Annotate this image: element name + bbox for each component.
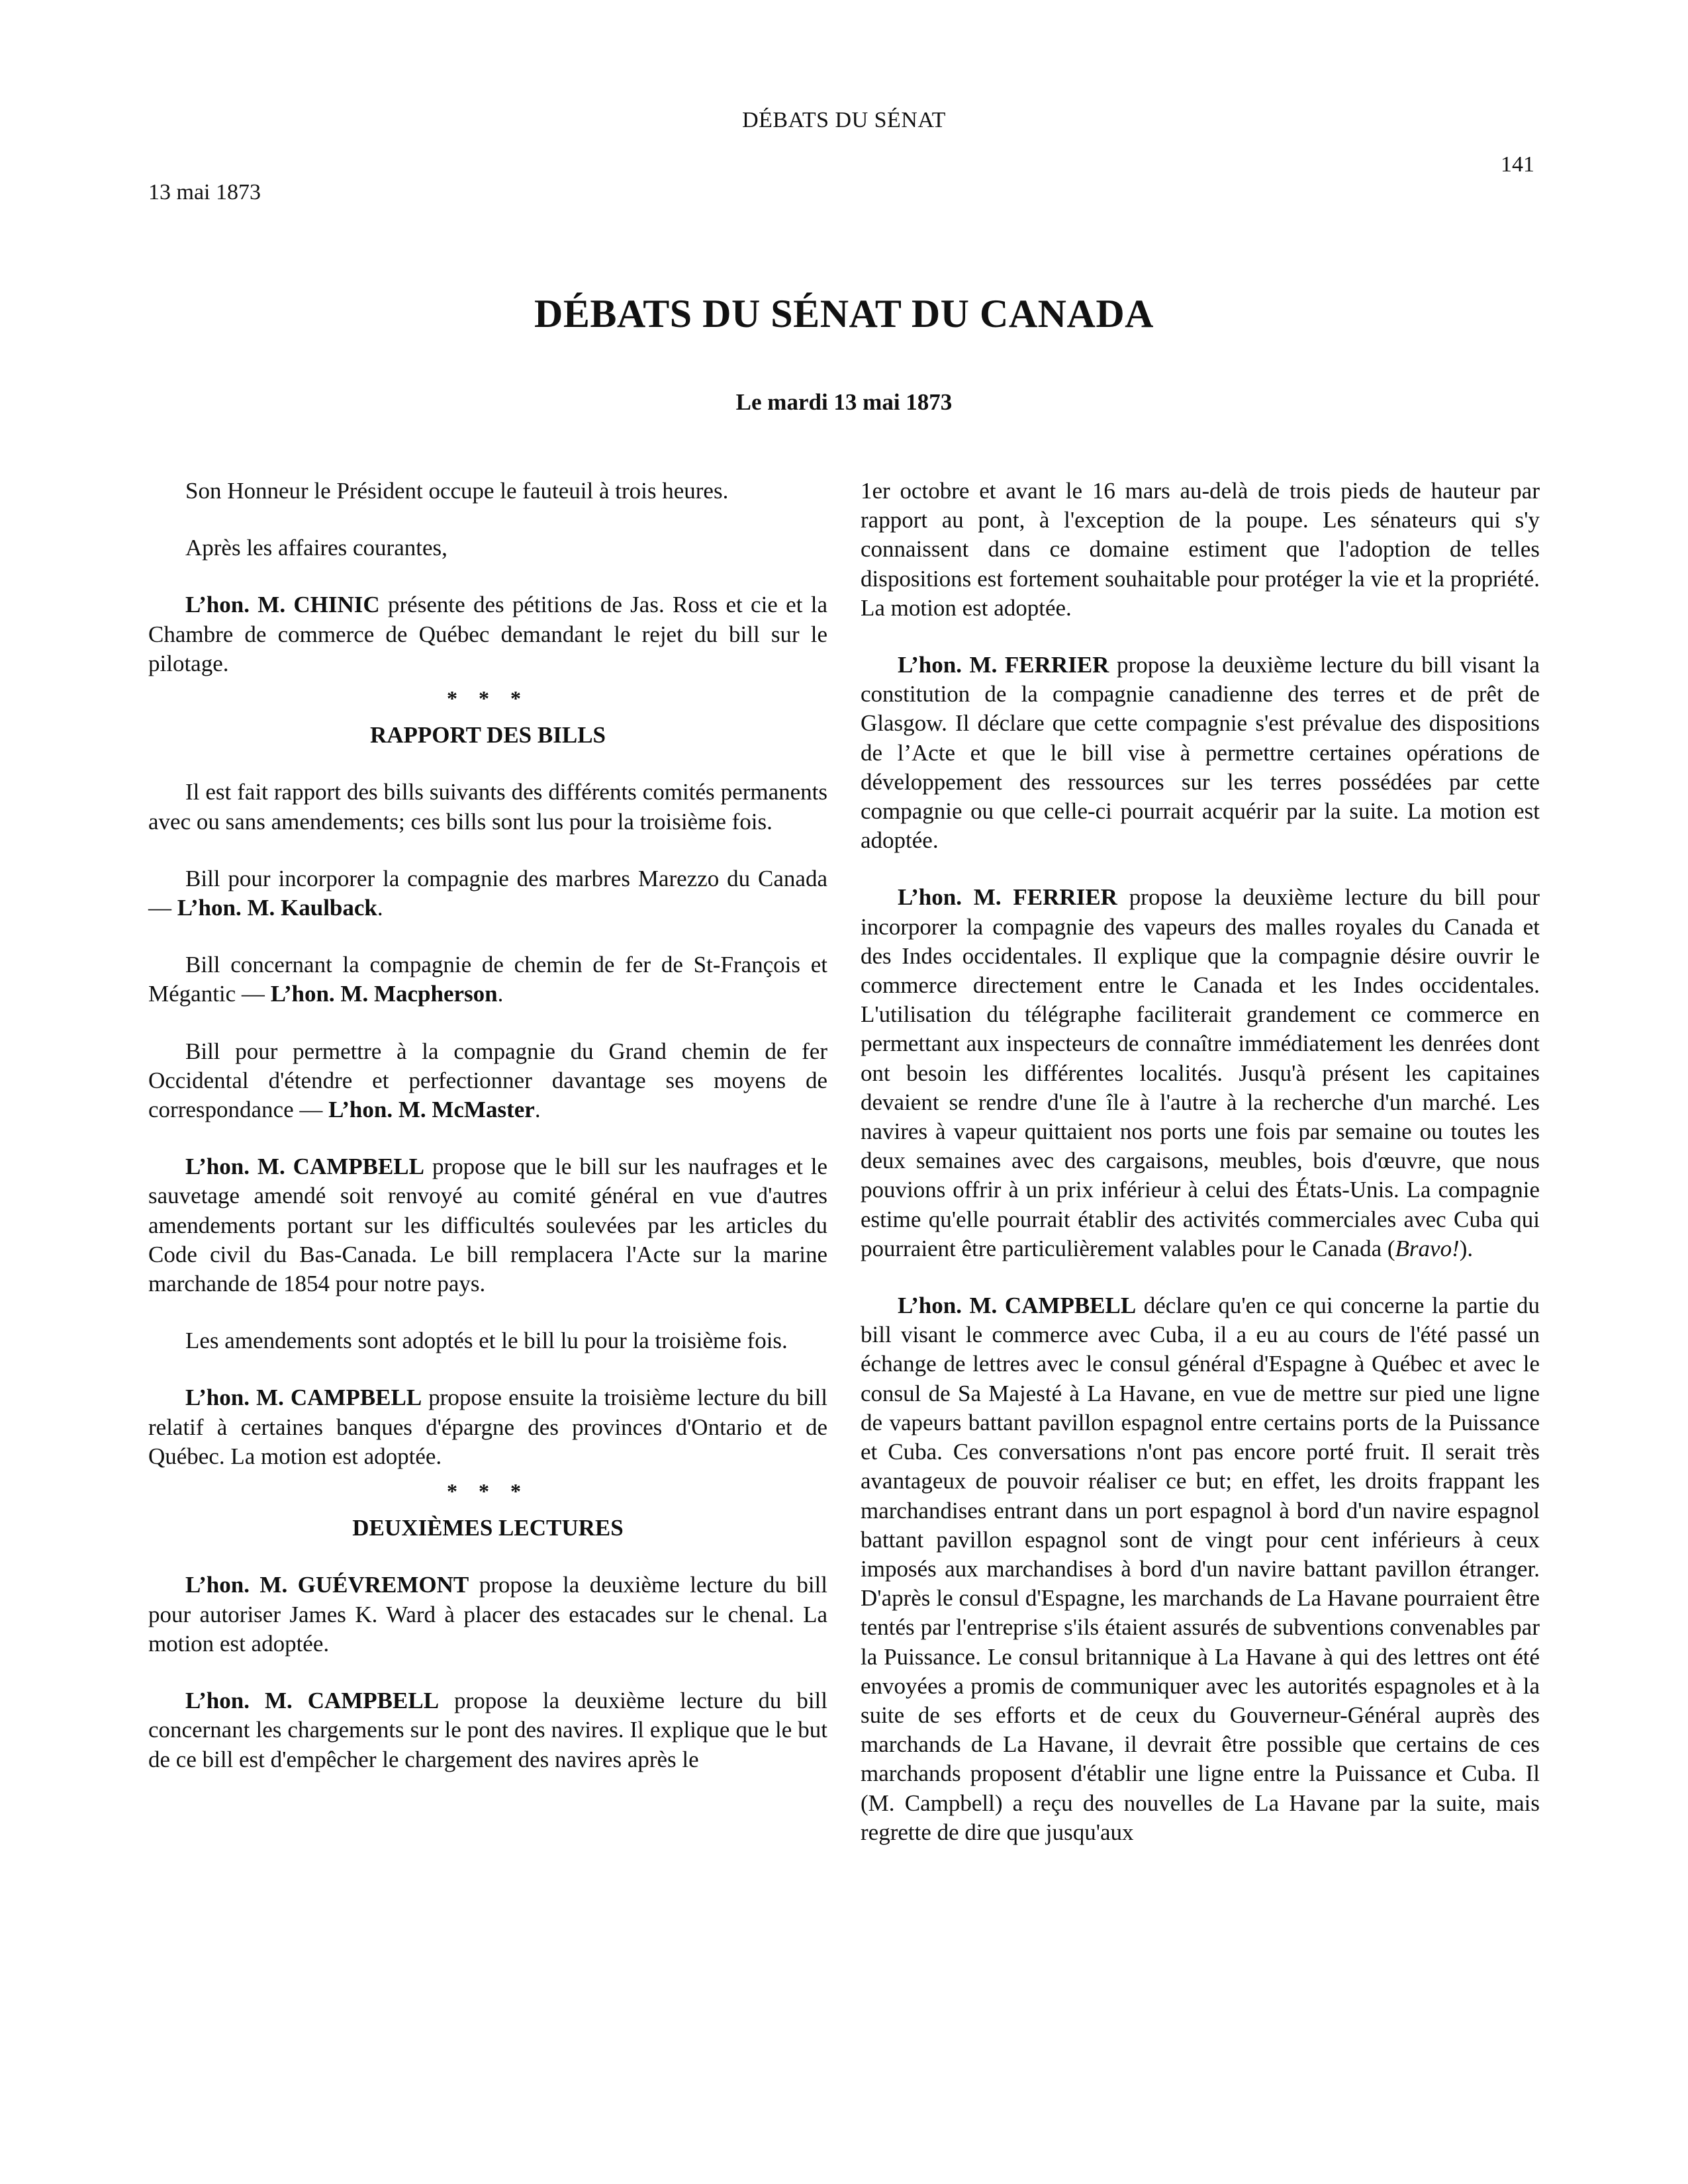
bill-sponsor: L’hon. M. Kaulback bbox=[177, 895, 377, 921]
running-head: DÉBATS DU SÉNAT bbox=[742, 108, 946, 132]
bill-end: . bbox=[497, 981, 504, 1007]
paragraph-campbell-naufrages bbox=[148, 1152, 827, 1298]
bill-item bbox=[148, 1037, 827, 1125]
left-column bbox=[148, 477, 827, 1802]
paragraph-chinic bbox=[148, 590, 827, 678]
bill-text: Bill concernant la compagnie de chemin de fer de St-François et Mégantic — bbox=[148, 952, 827, 1007]
paragraph-campbell-cuba bbox=[861, 1291, 1540, 1847]
bill-end: . bbox=[377, 895, 383, 921]
bill-sponsor: L’hon. M. McMaster bbox=[328, 1097, 535, 1123]
speech-text: propose la deuxième lecture du bill visant la constitution de la compagnie canadienne des terres et de prêt de Glasgow. Il déclare que cette compagnie s'est prévalue des dispositions de l’Acte et que le bill vise à permettre certaines opérations de développement des ressources sur les terres possédées par cette compagnie ou que celle-ci pourrait acquérir par la suite. La motion est adoptée. bbox=[861, 652, 1540, 854]
bill-item bbox=[148, 864, 827, 923]
paragraph-campbell-chargements bbox=[148, 1686, 827, 1774]
paragraph-routine: Après les affaires courantes, bbox=[185, 535, 447, 561]
bill-sponsor: L’hon. M. Macpherson bbox=[270, 981, 498, 1007]
paragraph-amendments: Les amendements sont adoptés et le bill lu pour la troisième fois. bbox=[185, 1328, 788, 1354]
speaker-name: L’hon. M. CAMPBELL bbox=[185, 1688, 440, 1714]
bill-item bbox=[148, 950, 827, 1009]
interjection: Bravo! bbox=[1395, 1235, 1460, 1261]
section-separator: * * * bbox=[447, 1479, 529, 1504]
bill-end: . bbox=[534, 1097, 541, 1123]
page-number: 141 bbox=[1501, 152, 1534, 177]
speech-end: ). bbox=[1459, 1235, 1474, 1261]
sitting-date: Le mardi 13 mai 1873 bbox=[735, 389, 953, 415]
page-date: 13 mai 1873 bbox=[148, 180, 261, 205]
speaker-name: L’hon. M. CAMPBELL bbox=[185, 1385, 422, 1411]
paragraph-ferrier-glasgow bbox=[861, 651, 1540, 855]
speaker-name: L’hon. M. CHINIC bbox=[185, 592, 380, 618]
paragraph-guevremont bbox=[148, 1570, 827, 1659]
speaker-name: L’hon. M. GUÉVREMONT bbox=[185, 1572, 469, 1598]
speaker-name: L’hon. M. CAMPBELL bbox=[898, 1293, 1137, 1319]
paragraph-continuation: 1er octobre et avant le 16 mars au-delà de trois pieds de hauteur par rapport au pont, à l'exception de la poupe. Les sénateurs qui s'y connaissent dans ce domaine estiment que l'adoption de telles dispositions est fortement souhaitable pour protéger la vie et la propriété. La motion est adoptée. bbox=[861, 478, 1540, 621]
paragraph-campbell-banques bbox=[148, 1383, 827, 1471]
section-heading-lectures: DEUXIÈMES LECTURES bbox=[352, 1515, 624, 1541]
section-heading-rapport: RAPPORT DES BILLS bbox=[370, 722, 606, 749]
speech-text: déclare qu'en ce qui concerne la partie du bill visant le commerce avec Cuba, il a eu au cours de l'été passé un échange de lettres avec le consul général d'Espagne à Québec et avec le consul de Sa Majesté à La Havane, en vue de mettre sur pied une ligne de vapeurs battant pavillon espagnol entre certains ports de la Puissance et Cuba. Ces conversations n'ont pas encore porté fruit. Il serait très avantageux de pouvoir réaliser ce but; en effet, les droits frappant les marchandises entrant dans un port espagnol à bord d'un navire espagnol battant pavillon espagnol sont de vingt pour cent inférieurs à ceux imposés aux marchandises à bord d'un navire battant pavillon étranger. D'après le consul d'Espagne, les marchands de La Havane pourraient être tentés par l'entreprise s'ils étaient assurés de subventions convenables par la Puissance. Le consul britannique à La Havane à qui des lettres ont été envoyées a promis de communiquer avec les autorités espagnoles et à la suite de ses efforts et de ceux du Gouverneur-Général auprès des marchands de La Havane, il devrait être possible que certains de ces marchands proposent d'établir une ligne entre la Puissance et Cuba. Il (M. Campbell) a reçu des nouvelles de La Havane par la suite, mais regrette de dire que jusqu'aux bbox=[861, 1293, 1540, 1845]
speaker-name: L’hon. M. CAMPBELL bbox=[185, 1154, 424, 1180]
right-column bbox=[861, 477, 1540, 1875]
paragraph-report: Il est fait rapport des bills suivants des différents comités permanents avec ou sans amendements; ces bills sont lus pour la troisième fois. bbox=[148, 779, 827, 835]
speech-text: propose ensuite la troisième lecture du bill relatif à certaines banques d'épargne des provinces d'Ontario et de Québec. La motion est adoptée. bbox=[148, 1385, 827, 1469]
speech-text: présente des pétitions de Jas. Ross et cie et la Chambre de commerce de Québec demandant le rejet du bill sur le pilotage. bbox=[148, 592, 827, 676]
speaker-name: L’hon. M. FERRIER bbox=[898, 884, 1117, 911]
speech-text: propose la deuxième lecture du bill concernant les chargements sur le pont des navires. Il explique que le but de ce bill est d'empêcher le chargement des navires après le bbox=[148, 1688, 827, 1772]
bill-text: Bill pour incorporer la compagnie des marbres Marezzo du Canada — bbox=[148, 865, 827, 921]
bill-text: Bill pour permettre à la compagnie du Grand chemin de fer Occidental d'étendre et perfectionner davantage ses moyens de correspondance — bbox=[148, 1038, 827, 1123]
speech-text: propose la deuxième lecture du bill pour incorporer la compagnie des vapeurs des malles royales du Canada et des Indes occidentales. Il explique que la compagnie désire ouvrir le commerce directement entre le Canada et les Indes occidentales. L'utilisation du télégraphe faciliterait grandement ce commerce en permettant aux inspecteurs de connaître immédiatement les denrées dont ont besoin les différentes localités. Jusqu'à présent les capitaines devaient se rendre d'une île à l'autre à la recherche d'un marché. Les navires à vapeur quittaient nos ports une fois par semaine ou toutes les deux semaines avec des cargaisons, meubles, bois d'œuvre, que nous pouvions offrir à un prix inférieur à celui des États-Unis. La compagnie estime qu'elle pourrait établir des activités commerciales avec Cuba qui pourraient être particulièrement valables pour le Canada ( bbox=[861, 884, 1540, 1261]
speech-text: propose la deuxième lecture du bill pour autoriser James K. Ward à placer des estacades sur le chenal. La motion est adoptée. bbox=[148, 1572, 827, 1657]
speech-text: propose que le bill sur les naufrages et le sauvetage amendé soit renvoyé au comité général en vue d'autres amendements portant sur les difficultés soulevées par les articles du Code civil du Bas-Canada. Le bill remplacera l'Acte sur la marine marchande de 1854 pour notre pays. bbox=[148, 1154, 827, 1297]
page-title: DÉBATS DU SÉNAT DU CANADA bbox=[534, 292, 1154, 336]
paragraph-ferrier-vapeurs bbox=[861, 883, 1540, 1263]
speaker-name: L’hon. M. FERRIER bbox=[898, 652, 1109, 678]
paragraph-opening: Son Honneur le Président occupe le fauteuil à trois heures. bbox=[185, 478, 729, 504]
section-separator: * * * bbox=[447, 686, 529, 711]
